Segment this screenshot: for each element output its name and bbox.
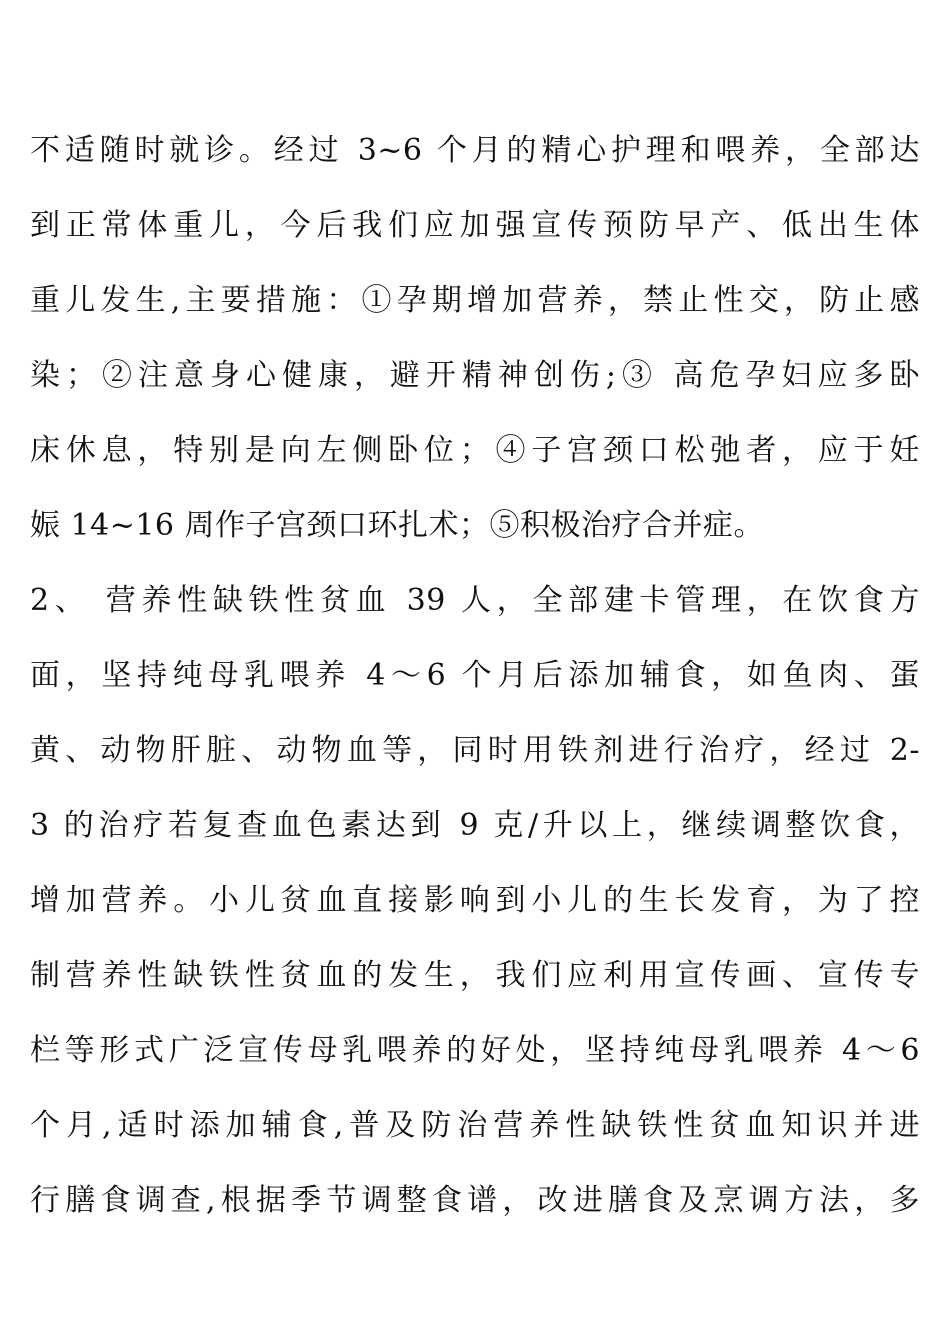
text-line: 2、 营养性缺铁性贫血 39 人，全部建卡管理，在饮食方 <box>30 583 920 618</box>
text-line: 床休息，特别是向左侧卧位；④子宫颈口松弛者，应于妊 <box>30 433 920 468</box>
text-line: 个月,适时添加辅食,普及防治营养性缺铁性贫血知识并进 <box>30 1108 920 1143</box>
text-line: 栏等形式广泛宣传母乳喂养的好处，坚持纯母乳喂养 4～6 <box>30 1033 920 1068</box>
text-line: 行膳食调查,根据季节调整食谱，改进膳食及烹调方法，多 <box>30 1183 920 1218</box>
text-line: 到正常体重儿，今后我们应加强宣传预防早产、低出生体 <box>30 208 920 243</box>
text-line: 染；②注意身心健康，避开精神创伤;③ 高危孕妇应多卧 <box>30 358 920 393</box>
text-line: 重儿发生,主要措施：①孕期增加营养，禁止性交，防止感 <box>30 283 920 318</box>
text-line: 面，坚持纯母乳喂养 4～6 个月后添加辅食，如鱼肉、蛋 <box>30 658 920 693</box>
text-line: 增加营养。小儿贫血直接影响到小儿的生长发育，为了控 <box>30 883 920 918</box>
text-line: 不适随时就诊。经过 3~6 个月的精心护理和喂养，全部达 <box>30 133 920 168</box>
text-line: 娠 14~16 周作子宫颈口环扎术；⑤积极治疗合并症。 <box>30 508 765 543</box>
text-line: 黄、动物肝脏、动物血等，同时用铁剂进行治疗，经过 2- <box>30 733 920 768</box>
text-line: 制营养性缺铁性贫血的发生，我们应利用宣传画、宣传专 <box>30 958 920 993</box>
body-text <box>30 113 920 1238</box>
text-line: 3 的治疗若复查血色素达到 9 克/升以上，继续调整饮食， <box>30 808 920 843</box>
